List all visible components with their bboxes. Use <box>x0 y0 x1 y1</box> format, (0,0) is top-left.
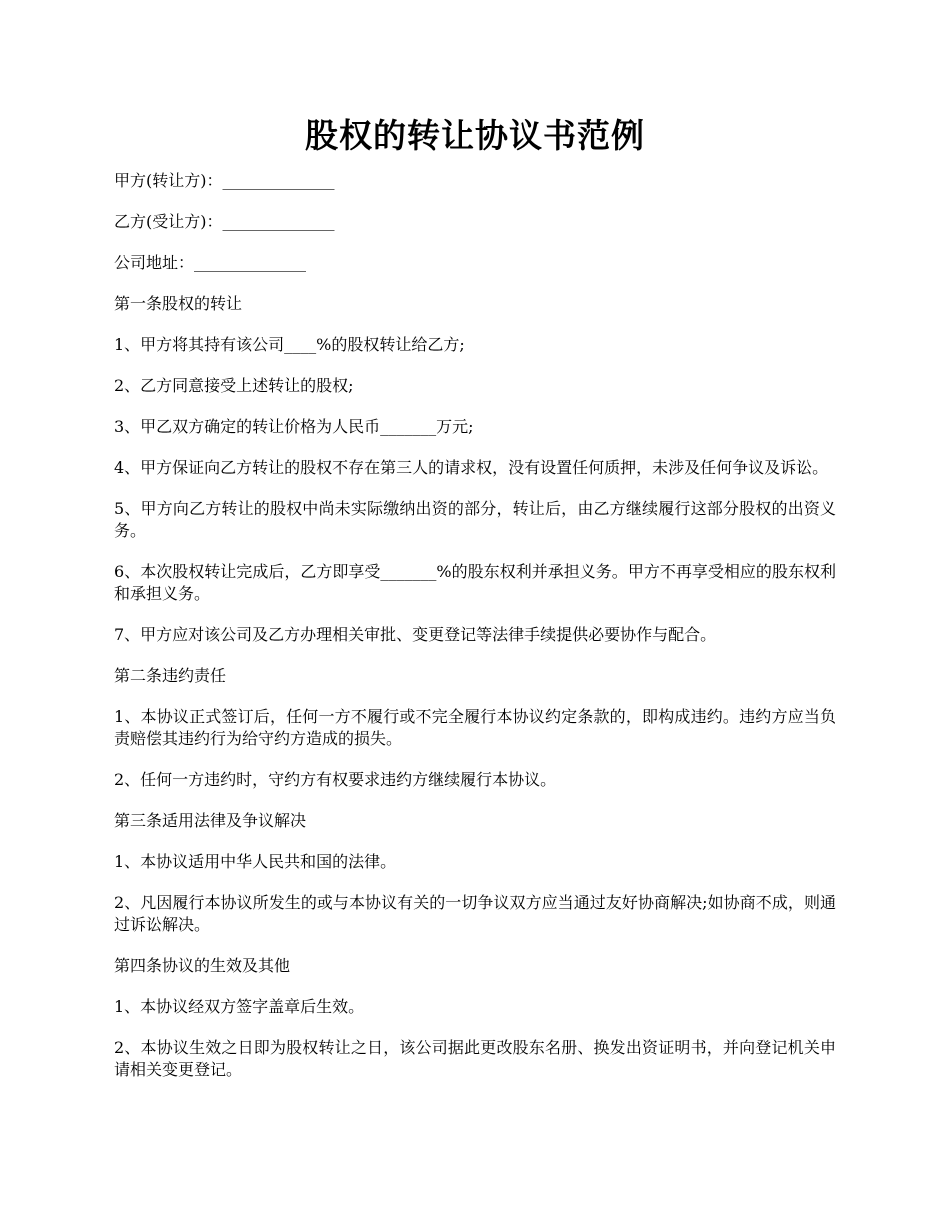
section-heading-3: 第三条适用法律及争议解决 <box>114 811 307 830</box>
clause-2-1: 1、本协议正式签订后，任何一方不履行或不完全履行本协议约定条款的，即构成违约。违约方应当负责赔偿其违约行为给守约方造成的损失。 <box>114 707 836 748</box>
clause-1-1: 1、甲方将其持有该公司____%的股权转让给乙方; <box>114 335 465 354</box>
document-page <box>114 108 836 1100</box>
clause-3-1: 1、本协议适用中华人民共和国的法律。 <box>114 852 397 871</box>
clause-1-2: 2、乙方同意接受上述转让的股权; <box>114 376 354 395</box>
clause-2-2: 2、任何一方违约时，守约方有权要求违约方继续履行本协议。 <box>114 770 557 789</box>
section-heading-2: 第二条违约责任 <box>114 666 227 685</box>
clause-4-1: 1、本协议经双方签字盖章后生效。 <box>114 997 365 1016</box>
section-heading-1: 第一条股权的转让 <box>114 294 243 313</box>
section-heading-4: 第四条协议的生效及其他 <box>114 956 291 975</box>
clause-1-3: 3、甲乙双方确定的转让价格为人民币_______万元; <box>114 417 474 436</box>
clause-1-5: 5、甲方向乙方转让的股权中尚未实际缴纳出资的部分，转让后，由乙方继续履行这部分股权的出资义务。 <box>114 499 836 540</box>
company-address-line: 公司地址：______________ <box>114 253 307 272</box>
clause-3-2: 2、凡因履行本协议所发生的或与本协议有关的一切争议双方应当通过友好协商解决;如协商不成，则通过诉讼解决。 <box>114 893 836 934</box>
clause-1-6: 6、本次股权转让完成后，乙方即享受_______%的股东权利并承担义务。甲方不再享受相应的股东权利和承担义务。 <box>114 562 836 603</box>
clause-1-7: 7、甲方应对该公司及乙方办理相关审批、变更登记等法律手续提供必要协作与配合。 <box>114 625 717 644</box>
clause-1-4: 4、甲方保证向乙方转让的股权不存在第三人的请求权，没有设置任何质押，未涉及任何争议及诉讼。 <box>114 458 829 477</box>
party-b-line: 乙方(受让方)：______________ <box>114 212 335 231</box>
document-title: 股权的转让协议书范例 <box>305 116 645 155</box>
party-a-line: 甲方(转让方)：______________ <box>114 171 335 190</box>
clause-4-2: 2、本协议生效之日即为股权转让之日，该公司据此更改股东名册、换发出资证明书，并向登记机关申请相关变更登记。 <box>114 1038 836 1079</box>
